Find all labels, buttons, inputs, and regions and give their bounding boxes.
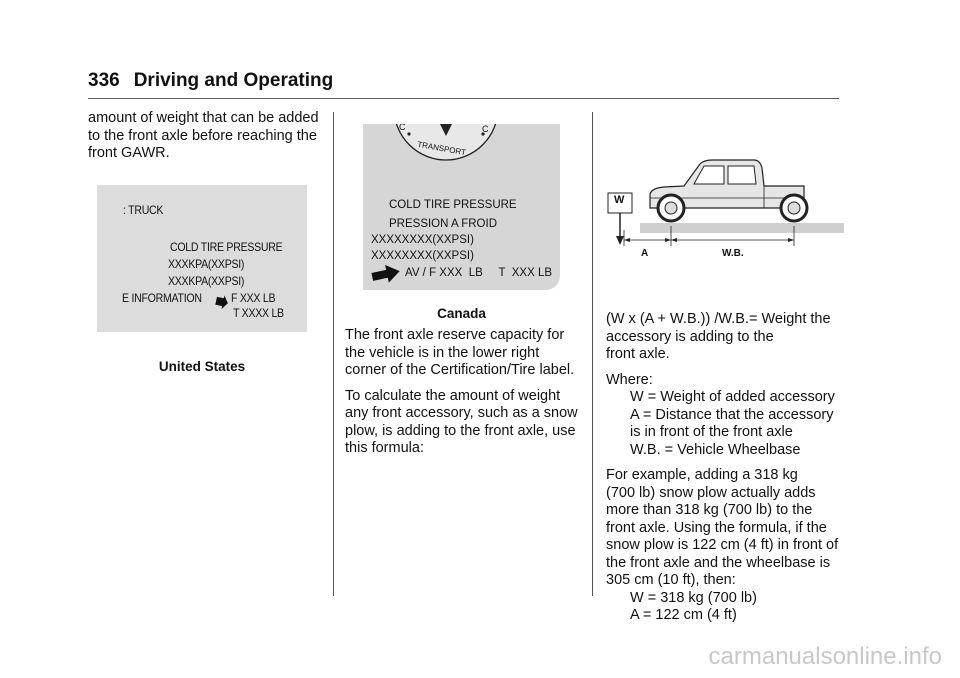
ca-label-cold-tire-pressure: COLD TIRE PRESSURE: [389, 199, 517, 211]
arrow-right-icon: [371, 264, 401, 284]
us-label-cold-tire-pressure: COLD TIRE PRESSURE: [170, 240, 283, 254]
seal-transport-text: TRANSPORT: [416, 139, 467, 158]
seal-letter-left: C: [399, 124, 406, 132]
col2-text: [345, 327, 578, 466]
text-line: front axle.: [606, 346, 670, 362]
us-label-front-weight: F XXX LB: [231, 291, 276, 305]
ca-label-kpa-2: XXXXXXXX(XXPSI): [371, 250, 474, 262]
diagram-distance-label: A: [641, 248, 649, 259]
example-paragraph: [606, 467, 838, 625]
page-number: 336: [88, 70, 120, 91]
text-line: amount of weight that can be added: [88, 110, 319, 126]
text-line: snow plow is 122 cm (4 ft) in front of: [606, 537, 839, 553]
figure-caption-canada: Canada: [437, 306, 486, 321]
text-line: the vehicle is in the lower right: [345, 344, 540, 361]
text-line: plow, is adding to the front axle, use: [345, 422, 576, 439]
page-header: [88, 70, 333, 92]
text-line: The front axle reserve capacity for: [345, 327, 565, 343]
text-line: corner of the Certification/Tire label.: [345, 362, 575, 378]
seal-letter-right: C: [482, 124, 489, 134]
us-label-kpa-1: XXXKPA(XXPSI): [168, 257, 245, 271]
us-label-information: E INFORMATION: [122, 291, 202, 305]
ca-label-kpa-1: XXXXXXXX(XXPSI): [371, 234, 474, 246]
text-line: To calculate the amount of weight: [345, 387, 561, 404]
col1-paragraph: [88, 110, 319, 163]
text-line: For example, adding a 318 kg: [606, 467, 798, 483]
us-label-total-weight: T XXXX LB: [233, 306, 284, 320]
formula-paragraph: [606, 311, 838, 364]
us-tire-label-figure: [97, 185, 307, 332]
text-line: front axle. Using the formula, if the: [606, 519, 827, 536]
where-label: Where:: [606, 371, 653, 388]
value-line: A = 122 cm (4 ft): [630, 607, 737, 623]
arrow-right-icon: [215, 295, 229, 309]
text-line: (700 lb) snow plow actually adds: [606, 484, 816, 501]
paragraph: [345, 388, 578, 458]
text-line: 305 cm (10 ft), then:: [606, 572, 736, 588]
text-line: more than 318 kg (700 lb) to the: [606, 502, 813, 518]
section-title: Driving and Operating: [133, 70, 334, 91]
text-line: to the front axle before reaching the: [88, 127, 317, 144]
ca-label-weights: AV / F XXX LB T XXX LB: [405, 267, 553, 279]
ca-label-pression-a-froid: PRESSION A FROID: [389, 218, 497, 230]
text-line: (W x (A + W.B.)) /W.B.= Weight the: [606, 311, 831, 327]
truck-wheelbase-diagram: [604, 150, 844, 260]
watermark: carmanualsonline.info: [708, 643, 942, 670]
text-line: front GAWR.: [88, 145, 170, 161]
definition-line: W.B. = Vehicle Wheelbase: [630, 441, 801, 458]
col3-text: [606, 311, 838, 625]
us-label-truck: : TRUCK: [123, 203, 164, 217]
canada-tire-label-figure: [363, 124, 560, 290]
figure-caption-us: United States: [158, 359, 246, 374]
text-line: accessory is adding to the: [606, 328, 774, 345]
paragraph: [345, 327, 578, 380]
definition-line: is in front of the front axle: [630, 424, 793, 440]
diagram-weight-label: W: [614, 194, 625, 206]
ground: [640, 223, 844, 233]
definition-line: W = Weight of added accessory: [630, 389, 835, 405]
diagram-wheelbase-label: W.B.: [722, 248, 744, 259]
text-line: this formula:: [345, 440, 424, 456]
definitions-paragraph: [606, 372, 838, 460]
header-rule: [88, 98, 839, 99]
text-line: any front accessory, such as a snow: [345, 405, 578, 421]
text-line: the front axle and the wheelbase is: [606, 554, 831, 571]
column-divider-2: [592, 112, 593, 596]
us-label-kpa-2: XXXKPA(XXPSI): [168, 274, 245, 288]
value-line: W = 318 kg (700 lb): [630, 589, 757, 606]
definition-line: A = Distance that the accessory: [630, 406, 834, 423]
column-divider-1: [333, 112, 334, 596]
